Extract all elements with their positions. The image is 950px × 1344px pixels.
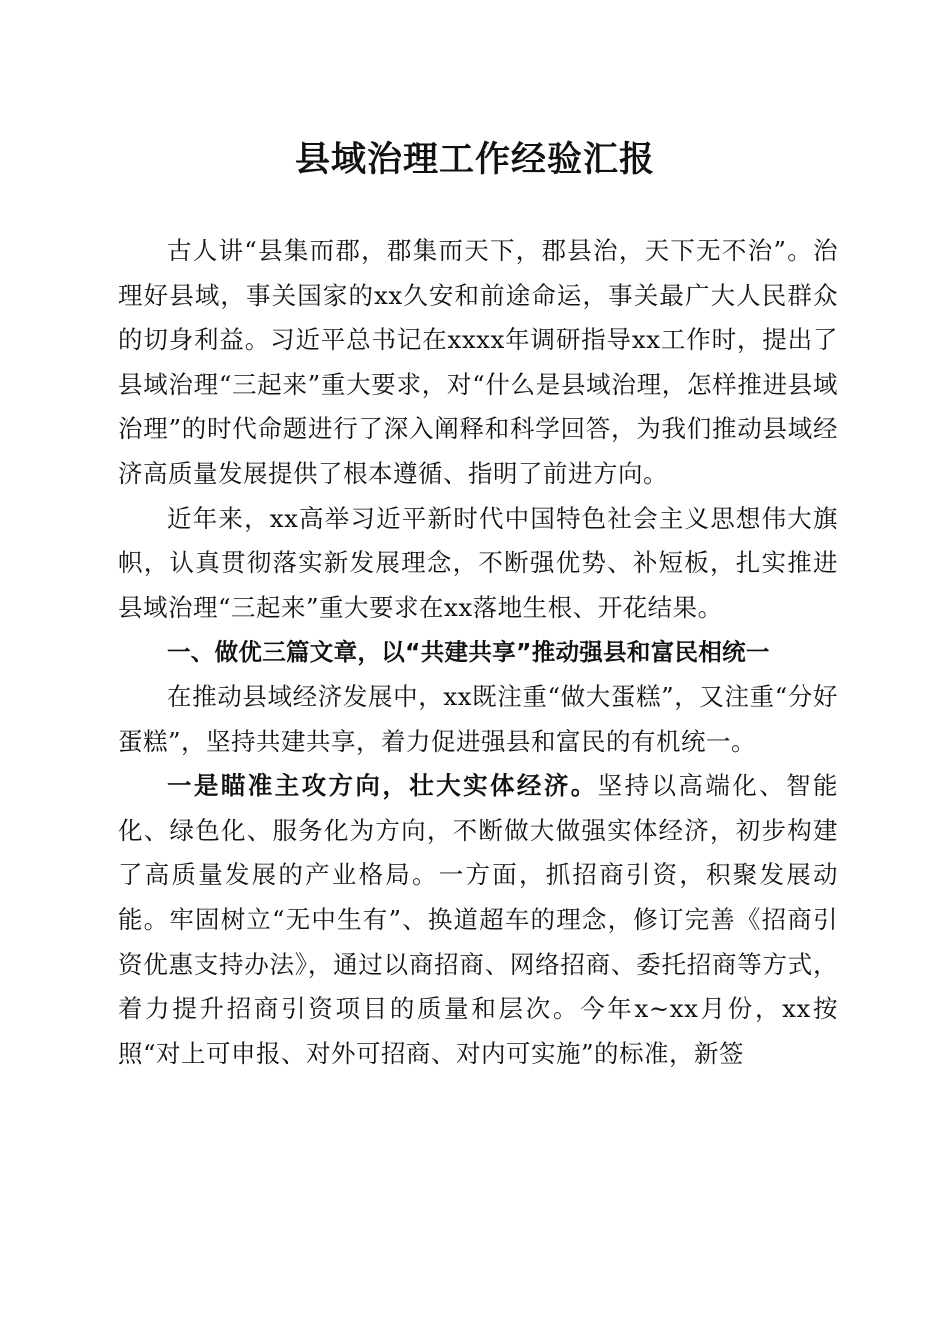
paragraph-intro: 古人讲“县集而郡，郡集而天下，郡县治，天下无不治”。治理好县域，事关国家的xx久安和前途命运，事关最广大人民群众的切身利益。习近平总书记在xxxx年调研指导xx工作时，提出了县域治理“三起来”重大要求，对“什么是县域治理，怎样推进县域治理”的时代命题进行了深入阐释和科学回答，为我们推动县域经济高质量发展提供了根本遵循、指明了前进方向。 bbox=[118, 236, 838, 488]
point-one-lead: 一是瞄准主攻方向，壮大实体经济。 bbox=[167, 771, 598, 801]
point-one-paragraph bbox=[118, 764, 838, 1076]
section-heading: 一、做优三篇文章，以“共建共享”推动强县和富民相统一 bbox=[167, 638, 770, 667]
document-body bbox=[118, 229, 838, 1076]
section-intro: 在推动县域经济发展中，xx既注重“做大蛋糕”，又注重“分好蛋糕”，坚持共建共享，着力促进强县和富民的有机统一。 bbox=[118, 681, 838, 756]
paragraph-recent-years: 近年来，xx高举习近平新时代中国特色社会主义思想伟大旗帜，认真贯彻落实新发展理念，不断强优势、补短板，扎实推进县域治理“三起来”重大要求在xx落地生根、开花结果。 bbox=[118, 503, 838, 622]
document-title: 县域治理工作经验汇报 bbox=[294, 140, 655, 180]
point-one-text: 坚持以高端化、智能化、绿色化、服务化为方向，不断做大做强实体经济，初步构建了高质量发展的产业格局。一方面，抓招商引资，积聚发展动能。牢固树立“无中生有”、换道超车的理念，修订完善《招商引资优惠支持办法》，通过以商招商、网络招商、委托招商等方式，着力提升招商引资项目的质量和层次。今年x~xx月份，xx按照“对上可申报、对外可招商、对内可实施”的标准，新签 bbox=[118, 771, 839, 1068]
